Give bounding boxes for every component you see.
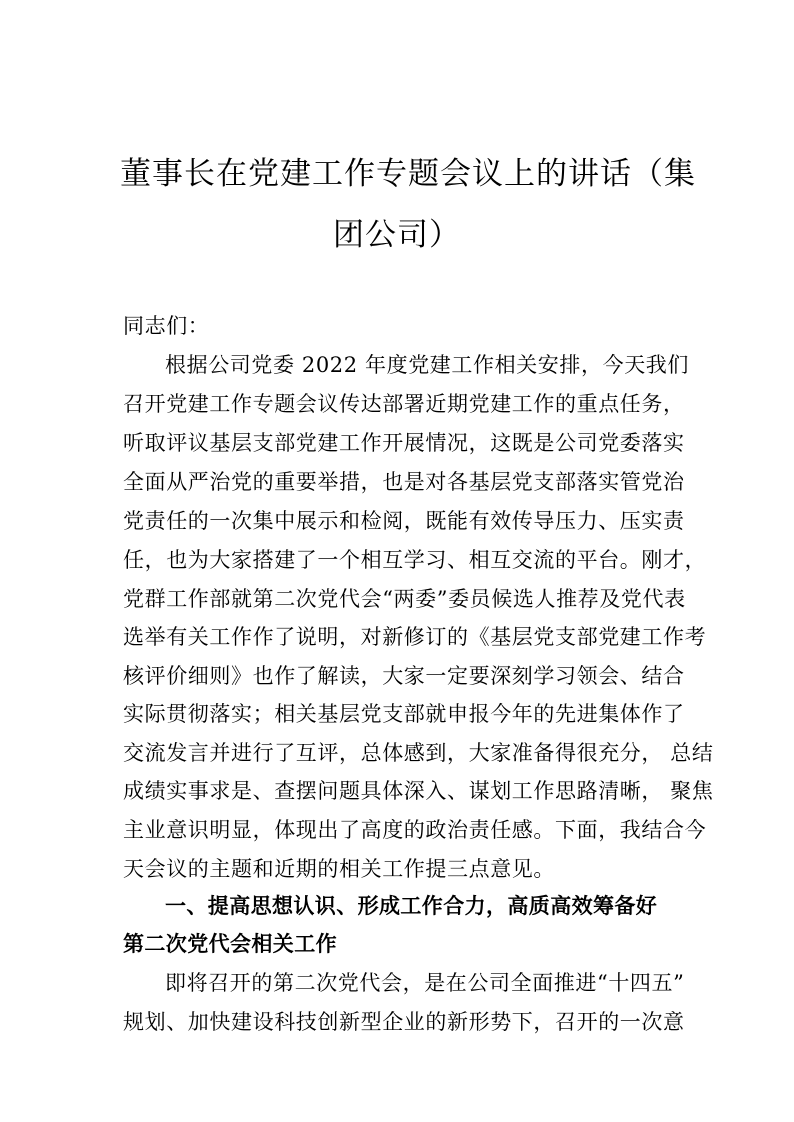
- paragraph-line: 实际贯彻落实；相关基层党支部就申报今年的先进集体作了: [123, 702, 685, 726]
- paragraph-line: 主业意识明显，体现出了高度的政治责任感。下面，我结合今: [123, 818, 707, 842]
- paragraph-line: 根据公司党委 2022 年度党建工作相关安排，今天我们: [165, 353, 689, 377]
- paragraph-line: 规划、加快建设科技创新型企业的新形势下，召开的一次意: [123, 1010, 685, 1034]
- paragraph-line: 交流发言并进行了互评，总体感到，大家准备得很充分， 总结: [123, 741, 714, 765]
- paragraph-line: 选举有关工作作了说明，对新修订的《基层党支部党建工作考: [123, 625, 707, 649]
- section-heading-line: 一、提高思想认识、形成工作合力，高质高效筹备好: [165, 894, 658, 918]
- paragraph-line: 召开党建工作专题会议传达部署近期党建工作的重点任务，: [123, 392, 685, 416]
- paragraph-line: 即将召开的第二次党代会，是在公司全面推进“十四五”: [165, 971, 685, 995]
- salutation: 同志们：: [123, 314, 210, 338]
- paragraph-line: 核评价细则》也作了解读，大家一定要深刻学习领会、结合: [123, 664, 685, 688]
- paragraph-line: 任，也为大家搭建了一个相互学习、相互交流的平台。刚才，: [123, 548, 707, 572]
- document-title-line-1: 董事长在党建工作专题会议上的讲话（集: [120, 156, 696, 192]
- paragraph-line: 听取评议基层支部党建工作开展情况，这既是公司党委落实: [123, 431, 685, 455]
- paragraph-line: 天会议的主题和近期的相关工作提三点意见。: [123, 857, 555, 881]
- document-title-line-2: 团公司）: [333, 217, 461, 253]
- paragraph-line: 全面从严治党的重要举措，也是对各基层党支部落实管党治: [123, 470, 685, 494]
- section-heading-line: 第二次党代会相关工作: [123, 932, 337, 956]
- paragraph-line: 党群工作部就第二次党代会“两委”委员候选人推荐及党代表: [123, 587, 686, 611]
- paragraph-line: 党责任的一次集中展示和检阅，既能有效传导压力、压实责: [123, 509, 685, 533]
- paragraph-line: 成绩实事求是、查摆问题具体深入、谋划工作思路清晰， 聚焦: [123, 779, 714, 803]
